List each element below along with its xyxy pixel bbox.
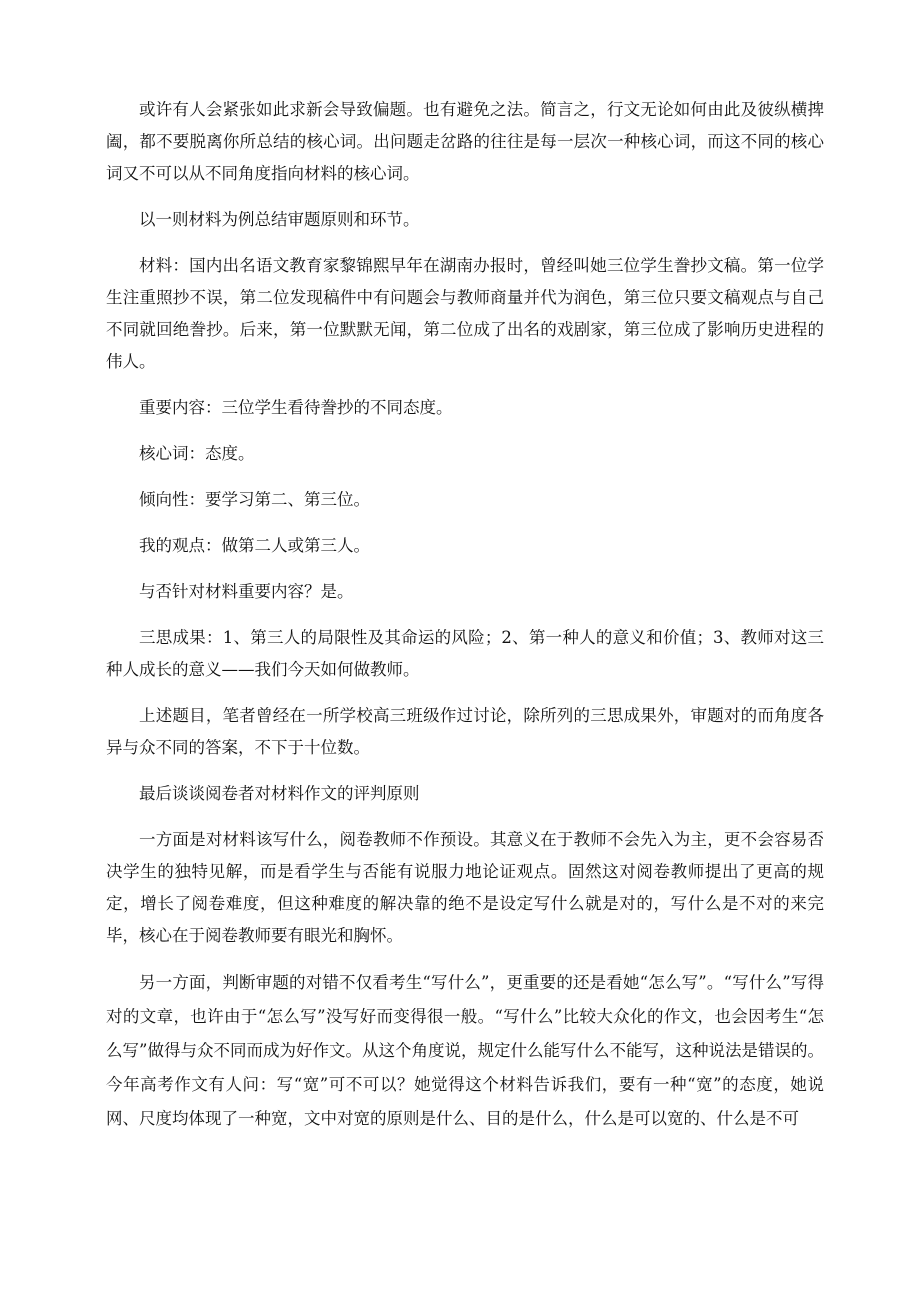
paragraph-core-word: 核心词：态度。 [139,444,255,463]
paragraph-core-word-warning: 或许有人会紧张如此求新会导致偏题。也有避免之法。简言之，行文无论如何由此及彼纵横捭阖，都不要脱离你所总结的核心词。出问题走岔路的往往是每一层次一种核心词，而这不同的核心词又不可以从不同角度指向材料的核心词。 [106,100,824,183]
paragraph-discussion-note: 上述题目，笔者曾经在一所学校高三班级作过讨论，除所列的三思成果外，审题对的而角度各异与众不同的答案，不下于十位数。 [106,706,824,757]
paragraph-my-view: 我的观点：做第二人或第三人。 [139,536,370,555]
paragraph-material: 材料：国内出名语文教育家黎锦熙早年在湖南办报时，曾经叫她三位学生誊抄文稿。第一位学生注重照抄不误，第二位发现稿件中有问题会与教师商量并代为润色，第三位只要文稿观点与自己不同就回绝誊抄。后来，第一位默默无闻，第二位成了出名的戏剧家，第三位成了影响历史进程的伟人。 [106,256,824,371]
paragraph-tendency: 倾向性：要学习第二、第三位。 [139,490,370,509]
paragraph-grading-second-aspect: 另一方面，判断审题的对错不仅看考生“写什么”，更重要的还是看她“怎么写”。“写什么”写得对的文章，也许由于“怎么写”没写好而变得很一般。“写什么”比较大众化的作文，也会因考生“怎么写”做得与众不同而成为好作文。从这个角度说，规定什么能写什么不能写，这种说法是错误的。今年高考作文有人问：写“宽”可不可以？她觉得这个材料告诉我们，要有一种“宽”的态度，她说网、尺度均体现了一种宽，文中对宽的原则是什么、目的是什么，什么是可以宽的、什么是不可 [106,973,824,1128]
paragraph-grading-first-aspect: 一方面是对材料该写什么，阅卷教师不作预设。其意义在于教师不会先入为主，更不会容易否决学生的独特见解，而是看学生与否能有说服力地论证观点。固然这对阅卷教师提出了更高的规定，增长了阅卷难度，但这种难度的解决靠的绝不是设定写什么就是对的，写什么是不对的来完毕，核心在于阅卷教师要有眼光和胸怀。 [106,830,824,945]
paragraph-example-intro: 以一则材料为例总结审题原则和环节。 [139,210,420,229]
paragraph-relevance-check: 与否针对材料重要内容？是。 [139,582,354,601]
paragraph-grading-heading: 最后谈谈阅卷者对材料作文的评判原则 [139,784,420,803]
body-text [106,94,824,1136]
paragraph-main-content: 重要内容：三位学生看待誊抄的不同态度。 [139,398,453,417]
paragraph-reflection-results: 三思成果：1、第三人的局限性及其命运的风险；2、第一种人的意义和价值；3、教师对这三种人成长的意义——我们今天如何做教师。 [106,628,824,679]
